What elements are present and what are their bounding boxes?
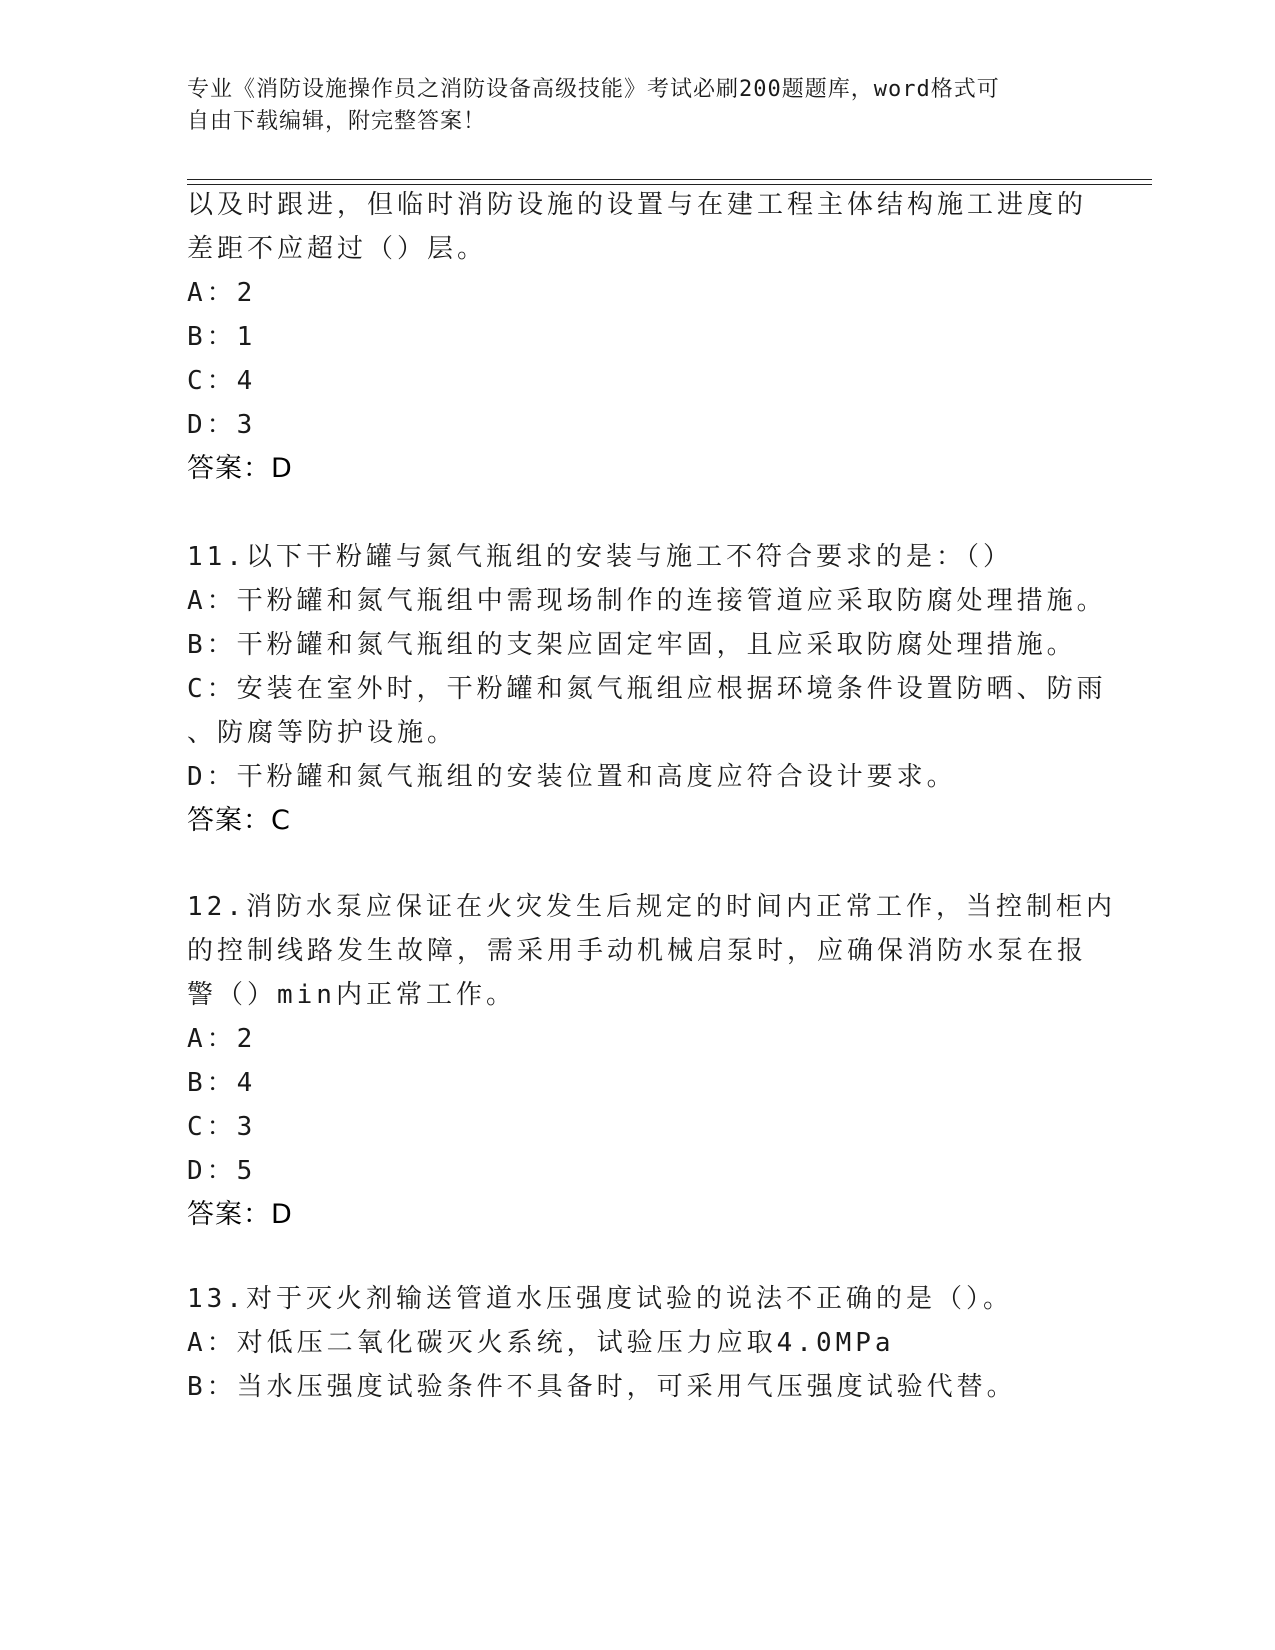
q13-option-a: A：对低压二氧化碳灭火系统，试验压力应取4.0MPa (187, 1328, 895, 1358)
header-line-1: 专业《消防设施操作员之消防设备高级技能》考试必刷200题题库，word格式可 (187, 77, 1000, 102)
q11-option-c-line-1: C：安装在室外时，干粉罐和氮气瓶组应根据环境条件设置防晒、防雨 (187, 674, 1107, 704)
q13-option-b: B：当水压强度试验条件不具备时，可采用气压强度试验代替。 (187, 1372, 1017, 1402)
q10-answer: 答案：D (187, 453, 293, 484)
header-line-2: 自由下载编辑，附完整答案！ (187, 109, 487, 134)
q12-stem-line-1: 12.消防水泵应保证在火灾发生后规定的时间内正常工作，当控制柜内 (187, 892, 1116, 922)
q10-option-a: A：2 (187, 278, 257, 308)
q11-answer: 答案：C (187, 805, 291, 836)
q12-answer: 答案：D (187, 1199, 293, 1230)
page-header (187, 74, 1087, 138)
q10-option-c: C：4 (187, 366, 257, 396)
q12-option-d: D：5 (187, 1156, 257, 1186)
q10-stem-line-2: 差距不应超过（）层。 (187, 234, 488, 264)
q10-option-b: B：1 (187, 322, 257, 352)
q10-option-d: D：3 (187, 410, 257, 440)
q12-stem-line-3: 警（）min内正常工作。 (187, 980, 516, 1010)
q11-stem: 11.以下干粉罐与氮气瓶组的安装与施工不符合要求的是：（） (187, 542, 1013, 572)
q13-stem: 13.对于灭火剂输送管道水压强度试验的说法不正确的是（）。 (187, 1284, 1013, 1314)
q11-option-d: D：干粉罐和氮气瓶组的安装位置和高度应符合设计要求。 (187, 762, 957, 792)
q12-option-b: B：4 (187, 1068, 257, 1098)
q10-stem-line-1: 以及时跟进，但临时消防设施的设置与在建工程主体结构施工进度的 (187, 190, 1088, 220)
q12-stem-line-2: 的控制线路发生故障，需采用手动机械启泵时，应确保消防水泵在报 (187, 936, 1088, 966)
q11-option-a: A：干粉罐和氮气瓶组中需现场制作的连接管道应采取防腐处理措施。 (187, 586, 1107, 616)
header-divider-bottom (187, 184, 1152, 185)
q11-option-b: B：干粉罐和氮气瓶组的支架应固定牢固，且应采取防腐处理措施。 (187, 630, 1077, 660)
q11-option-c-line-2: 、防腐等防护设施。 (187, 718, 458, 748)
q12-option-c: C：3 (187, 1112, 257, 1142)
header-divider-top (187, 179, 1152, 180)
q12-option-a: A：2 (187, 1024, 257, 1054)
